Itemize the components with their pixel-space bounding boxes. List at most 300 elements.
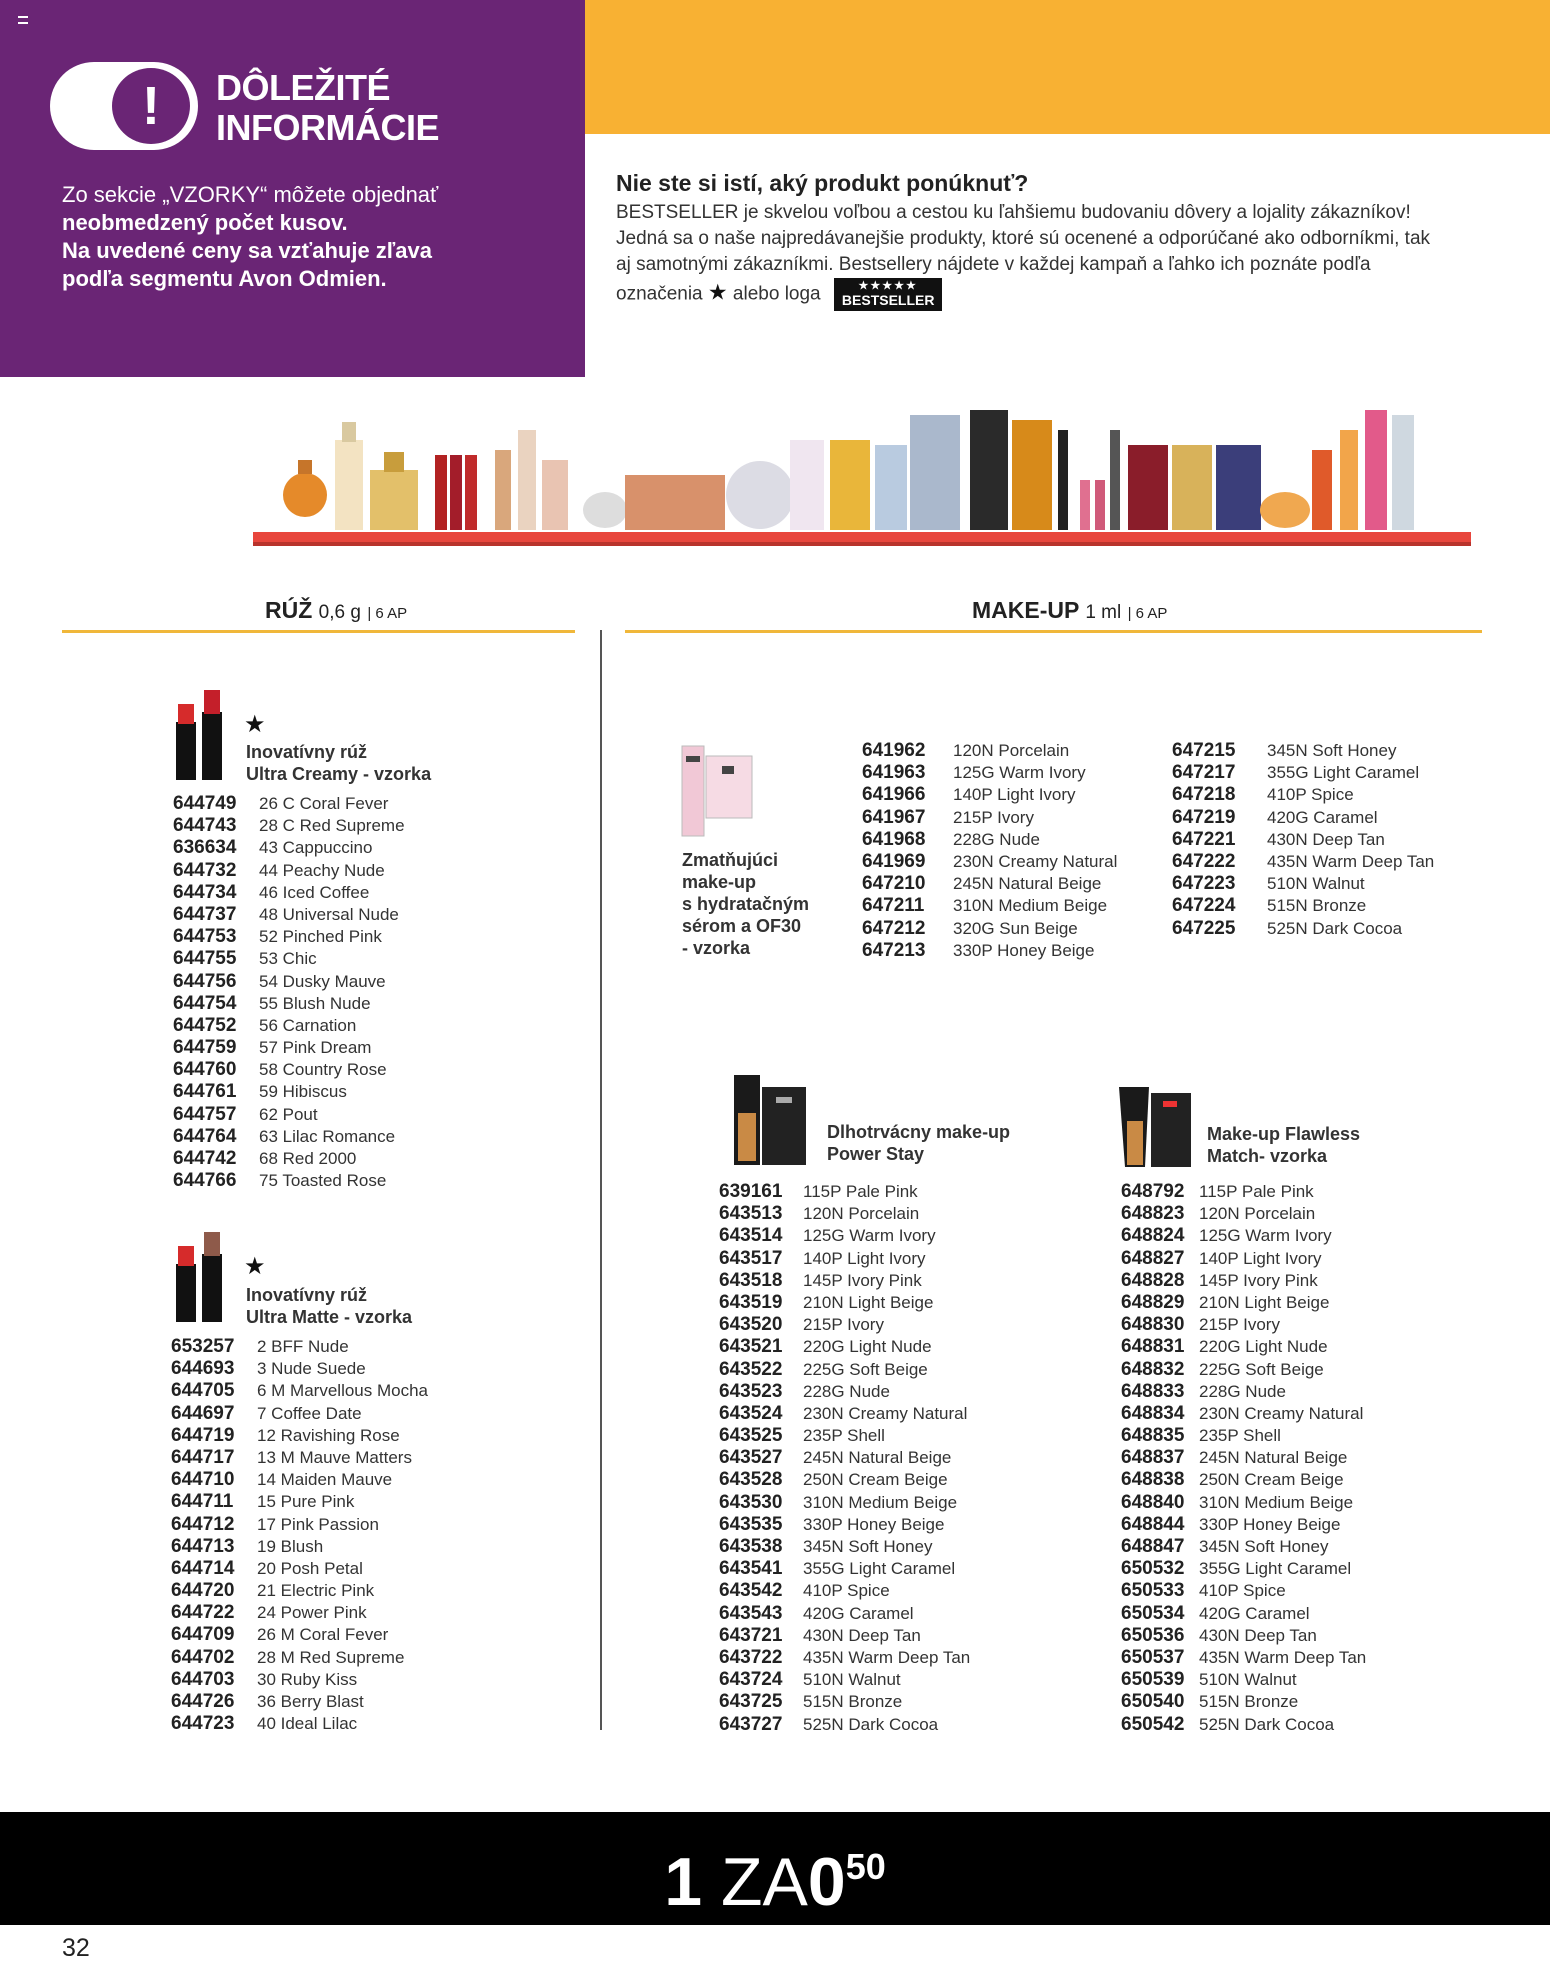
shade-name: 435N Warm Deep Tan (1199, 1647, 1367, 1667)
shade-name: 6 M Marvellous Mocha (257, 1381, 429, 1401)
shade-name: 30 Ruby Kiss (257, 1669, 358, 1689)
page-number: 32 (62, 1934, 90, 1962)
price-label (0, 1822, 1550, 1927)
product-code: 644719 (171, 1424, 235, 1446)
product-code: 641968 (862, 828, 926, 850)
list-item (719, 1514, 970, 1536)
list-item (719, 1647, 970, 1669)
list-item (862, 740, 1117, 762)
product-code: 643528 (719, 1469, 783, 1491)
product-code: 643513 (719, 1203, 783, 1225)
ruz-ap: | 6 AP (367, 605, 408, 622)
list-item (171, 1558, 428, 1580)
product-code: 643543 (719, 1602, 783, 1624)
lipstick-matte-name-line1: Inovatívny rúž (246, 1285, 368, 1305)
list-item (1121, 1580, 1366, 1602)
list-item (1121, 1181, 1366, 1203)
product-code: 641969 (862, 850, 926, 872)
mattifying-name-line5: - vzorka (682, 938, 751, 958)
product-code: 647215 (1172, 740, 1236, 761)
product-code: 647212 (862, 917, 926, 939)
mattifying-name-line3: s hydratačným (682, 894, 810, 914)
shade-name: 215P Ivory (953, 807, 1034, 827)
list-item (719, 1292, 970, 1314)
shade-name: 44 Peachy Nude (259, 860, 385, 880)
price-whole: 0 (807, 1844, 846, 1920)
shade-name: 28 C Red Supreme (259, 816, 405, 836)
shade-name: 245N Natural Beige (953, 874, 1102, 894)
product-code: 648829 (1121, 1291, 1185, 1313)
menu-icon[interactable] (18, 16, 28, 24)
shade-name: 24 Power Pink (257, 1603, 367, 1623)
bestseller-text-tail: alebo loga (732, 283, 821, 305)
product-code: 647219 (1172, 806, 1236, 828)
shade-name: 7 Coffee Date (257, 1403, 362, 1423)
list-item (719, 1669, 970, 1691)
product-code: 647223 (1172, 873, 1236, 895)
shade-name: 525N Dark Cocoa (1267, 918, 1403, 938)
product-code: 644713 (171, 1535, 235, 1557)
shade-name: 220G Light Nude (1199, 1337, 1328, 1357)
list-item (1121, 1514, 1366, 1536)
product-code: 644749 (173, 793, 237, 814)
product-code: 648830 (1121, 1314, 1185, 1336)
list-item (1121, 1225, 1366, 1247)
shade-name: 435N Warm Deep Tan (803, 1647, 971, 1667)
ruz-divider (62, 630, 575, 633)
mattifying-list-2 (1172, 740, 1434, 940)
list-item (1121, 1314, 1366, 1336)
shade-name: 510N Walnut (803, 1670, 901, 1690)
makeup-size: 1 ml (1085, 602, 1122, 623)
shade-name: 245N Natural Beige (803, 1448, 952, 1468)
products-shelf-image (250, 400, 1475, 550)
product-code: 644710 (171, 1469, 235, 1491)
list-item (1121, 1558, 1366, 1580)
list-item (171, 1536, 428, 1558)
product-code: 650532 (1121, 1558, 1185, 1580)
shade-name: 56 Carnation (259, 1015, 357, 1035)
product-code: 643517 (719, 1247, 783, 1269)
shade-name: 420G Caramel (803, 1603, 914, 1623)
info-text (62, 181, 562, 293)
list-item (719, 1625, 970, 1647)
product-code: 643725 (719, 1691, 783, 1713)
product-code: 650537 (1121, 1646, 1185, 1668)
list-item (173, 1081, 405, 1103)
ruz-title: RÚŽ (265, 597, 313, 623)
product-code: 643727 (719, 1713, 783, 1735)
shade-name: 430N Deep Tan (803, 1625, 921, 1645)
shade-name: 228G Nude (1199, 1381, 1286, 1401)
list-item (173, 1015, 405, 1037)
product-code: 644720 (171, 1580, 235, 1602)
shade-name: 120N Porcelain (803, 1204, 920, 1224)
list-item (173, 1059, 405, 1081)
list-item (1121, 1359, 1366, 1381)
list-item (1121, 1403, 1366, 1425)
product-code: 650542 (1121, 1713, 1185, 1735)
product-code: 650536 (1121, 1624, 1185, 1646)
product-code: 644766 (173, 1170, 237, 1192)
product-code: 644712 (171, 1513, 235, 1535)
flawless-name (1207, 1123, 1360, 1167)
list-item (862, 784, 1117, 806)
list-item (719, 1536, 970, 1558)
mattifying-list-1 (862, 740, 1117, 962)
product-code: 644743 (173, 815, 237, 837)
list-item (1172, 740, 1434, 762)
shade-name: 330P Honey Beige (803, 1514, 945, 1534)
price-cents: 50 (845, 1846, 886, 1887)
product-code: 644732 (173, 859, 237, 881)
product-code: 641967 (862, 806, 926, 828)
shade-name: 225G Soft Beige (803, 1359, 928, 1379)
list-item (719, 1603, 970, 1625)
list-item (1172, 895, 1434, 917)
powerstay-name (827, 1121, 1010, 1165)
shade-name: 215P Ivory (803, 1315, 884, 1335)
list-item (173, 882, 405, 904)
list-item (1121, 1536, 1366, 1558)
product-code: 644693 (171, 1358, 235, 1380)
list-item (173, 1170, 405, 1192)
mattifying-name-line4: sérom a OF30 (682, 916, 802, 936)
product-code: 650539 (1121, 1669, 1185, 1691)
product-code: 644757 (173, 1103, 237, 1125)
product-code: 644697 (171, 1402, 235, 1424)
shade-name: 245N Natural Beige (1199, 1448, 1348, 1468)
list-item (173, 1104, 405, 1126)
makeup-header (972, 597, 1167, 624)
product-code: 641962 (862, 740, 926, 761)
shade-name: 515N Bronze (1267, 896, 1367, 916)
shade-name: 68 Red 2000 (259, 1149, 357, 1168)
badge-stars: ★★★★★ (858, 280, 918, 292)
lipstick-matte-name (246, 1284, 412, 1328)
shade-name: 355G Light Caramel (1199, 1559, 1352, 1579)
shade-name: 145P Ivory Pink (1199, 1270, 1318, 1290)
shade-name: 46 Iced Coffee (259, 882, 370, 902)
shade-name: 250N Cream Beige (803, 1470, 948, 1490)
list-item (171, 1514, 428, 1536)
lipstick-creamy-image (172, 682, 230, 782)
lipstick-creamy-name-line1: Inovatívny rúž (246, 742, 368, 762)
list-item (171, 1469, 428, 1491)
list-item (1121, 1292, 1366, 1314)
product-code: 643542 (719, 1580, 783, 1602)
product-code: 647225 (1172, 917, 1236, 939)
list-item (171, 1691, 428, 1713)
product-code: 643530 (719, 1491, 783, 1513)
shade-name: 21 Electric Pink (257, 1581, 375, 1601)
makeup-divider (625, 630, 1482, 633)
shade-name: 420G Caramel (1267, 807, 1378, 827)
product-code: 644703 (171, 1668, 235, 1690)
bestseller-text-body: BESTSELLER je skvelou voľbou a cestou ku ľahšiemu budovaniu dôvery a lojality zákazníkov! Jedná sa o naše najpredávanejšie produkty, ktoré sú ocenené a odporúčané ako odborníkmi, tak aj samotnými zákazníkmi. Bestsellery nájdete v každej kampaň a ľahko ich poznáte podľa označenia (616, 202, 1431, 305)
list-item (862, 807, 1117, 829)
product-code: 644742 (173, 1148, 237, 1169)
shade-name: 28 M Red Supreme (257, 1647, 405, 1667)
list-item (862, 873, 1117, 895)
list-item (171, 1425, 428, 1447)
shade-name: 410P Spice (1267, 785, 1354, 805)
list-item (719, 1492, 970, 1514)
product-code: 644753 (173, 926, 237, 948)
list-item (862, 918, 1117, 940)
list-item (719, 1248, 970, 1270)
shade-name: 140P Light Ivory (1199, 1248, 1322, 1268)
star-icon: ★ (244, 1253, 266, 1280)
product-code: 643524 (719, 1402, 783, 1424)
shade-name: 410P Spice (803, 1581, 890, 1601)
product-code: 643514 (719, 1225, 783, 1247)
list-item (1172, 851, 1434, 873)
list-item (1121, 1603, 1366, 1625)
product-code: 643724 (719, 1669, 783, 1691)
list-item (1121, 1625, 1366, 1647)
shade-name: 235P Shell (1199, 1426, 1281, 1446)
bestseller-title: Nie ste si istí, aký produkt ponúknuť? (616, 170, 1029, 196)
list-item (173, 1148, 405, 1170)
mattifying-name-line1: Zmatňujúci (682, 850, 779, 870)
list-item (171, 1647, 428, 1669)
shade-name: 63 Lilac Romance (259, 1126, 396, 1146)
yellow-header-bar (585, 0, 1550, 134)
lipstick-creamy-name-line2: Ultra Creamy - vzorka (246, 764, 432, 784)
list-item (171, 1580, 428, 1602)
list-item (719, 1203, 970, 1225)
lipstick-matte-name-line2: Ultra Matte - vzorka (246, 1307, 413, 1327)
product-code: 643721 (719, 1624, 783, 1646)
shade-name: 115P Pale Pink (1199, 1182, 1314, 1201)
important-info-box (0, 0, 585, 377)
shade-name: 355G Light Caramel (803, 1559, 956, 1579)
ruz-header (265, 597, 407, 624)
info-title-line2: INFORMÁCIE (216, 107, 439, 148)
list-item (862, 940, 1117, 962)
powerstay-name-line2: Power Stay (827, 1144, 925, 1164)
product-code: 647213 (862, 939, 926, 961)
list-item (171, 1713, 428, 1735)
powerstay-image (730, 1073, 810, 1167)
product-code: 650533 (1121, 1580, 1185, 1602)
shade-name: 145P Ivory Pink (803, 1270, 922, 1290)
shade-name: 435N Warm Deep Tan (1267, 851, 1435, 871)
shade-name: 410P Spice (1199, 1581, 1286, 1601)
shade-name: 515N Bronze (803, 1692, 903, 1712)
list-item (862, 851, 1117, 873)
shade-name: 120N Porcelain (953, 741, 1070, 760)
product-code: 644726 (171, 1691, 235, 1712)
list-item (719, 1381, 970, 1403)
shade-name: 62 Pout (259, 1104, 318, 1124)
list-item (719, 1225, 970, 1247)
list-item (1121, 1714, 1366, 1736)
list-item (1121, 1203, 1366, 1225)
shade-name: 230N Creamy Natural (803, 1403, 968, 1423)
list-item (171, 1491, 428, 1513)
product-code: 644755 (173, 948, 237, 970)
shade-name: 525N Dark Cocoa (803, 1714, 939, 1734)
shade-name: 13 M Mauve Matters (257, 1447, 412, 1467)
list-item (173, 948, 405, 970)
star-icon: ★ (707, 279, 728, 305)
product-code: 648840 (1121, 1491, 1185, 1513)
product-code: 644723 (171, 1713, 235, 1735)
shade-name: 320G Sun Beige (953, 918, 1078, 938)
product-code: 648823 (1121, 1203, 1185, 1225)
product-code: 643535 (719, 1513, 783, 1535)
shade-name: 57 Pink Dream (259, 1038, 372, 1058)
product-code: 647217 (1172, 762, 1236, 784)
mattifying-name-line2: make-up (682, 872, 757, 892)
shade-name: 310N Medium Beige (1199, 1492, 1354, 1512)
shade-name: 230N Creamy Natural (1199, 1403, 1364, 1423)
shade-name: 515N Bronze (1199, 1692, 1299, 1712)
star-icon: ★ (244, 711, 266, 738)
list-item (862, 829, 1117, 851)
shade-name: 125G Warm Ivory (953, 763, 1086, 783)
product-code: 636634 (173, 837, 237, 859)
shade-name: 52 Pinched Pink (259, 927, 382, 947)
lipstick-matte-list (171, 1336, 428, 1735)
product-code: 650534 (1121, 1602, 1185, 1624)
list-item (173, 971, 405, 993)
product-code: 647222 (1172, 850, 1236, 872)
shade-name: 510N Walnut (1199, 1670, 1297, 1690)
list-item (862, 762, 1117, 784)
lipstick-matte-image (172, 1224, 230, 1324)
product-code: 644756 (173, 970, 237, 992)
list-item (171, 1447, 428, 1469)
shade-name: 48 Universal Nude (259, 904, 399, 924)
product-code: 644722 (171, 1602, 235, 1624)
list-item (171, 1602, 428, 1624)
product-code: 647221 (1172, 828, 1236, 850)
shade-name: 54 Dusky Mauve (259, 971, 386, 991)
list-item (173, 815, 405, 837)
shade-name: 43 Cappuccino (259, 838, 373, 858)
product-code: 644705 (171, 1380, 235, 1402)
shade-name: 17 Pink Passion (257, 1514, 379, 1534)
product-code: 643525 (719, 1425, 783, 1447)
shade-name: 140P Light Ivory (803, 1248, 926, 1268)
product-code: 641963 (862, 762, 926, 784)
product-code: 648837 (1121, 1447, 1185, 1469)
list-item (173, 837, 405, 859)
product-code: 647224 (1172, 895, 1236, 917)
shade-name: 225G Soft Beige (1199, 1359, 1324, 1379)
shade-name: 20 Posh Petal (257, 1558, 363, 1578)
list-item (173, 904, 405, 926)
shade-name: 345N Soft Honey (1267, 741, 1397, 760)
product-code: 643541 (719, 1558, 783, 1580)
shelf (253, 532, 1471, 546)
list-item (1172, 807, 1434, 829)
product-code: 643722 (719, 1646, 783, 1668)
product-code: 644764 (173, 1125, 237, 1147)
list-item (1172, 829, 1434, 851)
list-item (719, 1580, 970, 1602)
list-item (719, 1314, 970, 1336)
list-item (1121, 1647, 1366, 1669)
shade-name: 120N Porcelain (1199, 1204, 1316, 1224)
product-code: 644761 (173, 1081, 237, 1103)
shade-name: 2 BFF Nude (257, 1337, 349, 1356)
list-item (171, 1380, 428, 1402)
lipstick-creamy-list (173, 793, 405, 1192)
list-item (719, 1425, 970, 1447)
shade-name: 15 Pure Pink (257, 1492, 355, 1512)
shade-name: 140P Light Ivory (953, 785, 1076, 805)
info-title (216, 68, 439, 148)
product-code: 644760 (173, 1059, 237, 1081)
price-quantity: 1 (664, 1844, 703, 1920)
shade-name: 525N Dark Cocoa (1199, 1714, 1335, 1734)
flawless-list (1121, 1181, 1366, 1736)
powerstay-list (719, 1181, 970, 1736)
info-title-line1: DÔLEŽITÉ (216, 67, 390, 108)
shade-name: 330P Honey Beige (1199, 1514, 1341, 1534)
bestseller-text (616, 200, 1446, 311)
product-code: 647210 (862, 873, 926, 895)
list-item (1121, 1447, 1366, 1469)
makeup-title: MAKE-UP (972, 597, 1079, 623)
list-item (171, 1669, 428, 1691)
shade-name: 210N Light Beige (1199, 1292, 1330, 1312)
ruz-size: 0,6 g (318, 602, 361, 623)
list-item (719, 1270, 970, 1292)
shade-name: 40 Ideal Lilac (257, 1714, 358, 1734)
makeup-ap: | 6 AP (1127, 605, 1168, 622)
flawless-name-line2: Match- vzorka (1207, 1146, 1328, 1166)
list-item (719, 1469, 970, 1491)
list-item (1121, 1669, 1366, 1691)
list-item (719, 1447, 970, 1469)
product-code: 648832 (1121, 1358, 1185, 1380)
shade-name: 26 C Coral Fever (259, 794, 389, 813)
list-item (173, 860, 405, 882)
shade-name: 420G Caramel (1199, 1603, 1310, 1623)
product-code: 644737 (173, 903, 237, 925)
product-code: 644711 (171, 1491, 234, 1513)
shade-name: 510N Walnut (1267, 874, 1365, 894)
product-code: 644754 (173, 992, 237, 1014)
product-code: 653257 (171, 1336, 235, 1357)
list-item (1172, 873, 1434, 895)
product-code: 648844 (1121, 1513, 1185, 1535)
shade-name: 355G Light Caramel (1267, 763, 1420, 783)
shade-name: 12 Ravishing Rose (257, 1425, 400, 1445)
product-code: 643519 (719, 1291, 783, 1313)
mattifying-makeup-name (682, 849, 809, 959)
info-line1: Zo sekcie „VZORKY“ môžete objednať (62, 182, 439, 207)
shade-name: 55 Blush Nude (259, 993, 371, 1013)
product-code: 643518 (719, 1269, 783, 1291)
shade-name: 75 Toasted Rose (259, 1171, 387, 1191)
info-toggle-badge (50, 62, 198, 150)
shade-name: 125G Warm Ivory (803, 1226, 936, 1246)
product-code: 643522 (719, 1358, 783, 1380)
list-item (719, 1336, 970, 1358)
list-item (719, 1691, 970, 1713)
product-code: 639161 (719, 1181, 783, 1202)
list-item (1121, 1425, 1366, 1447)
shade-name: 210N Light Beige (803, 1292, 934, 1312)
shade-name: 230N Creamy Natural (953, 851, 1118, 871)
product-code: 647218 (1172, 784, 1236, 806)
